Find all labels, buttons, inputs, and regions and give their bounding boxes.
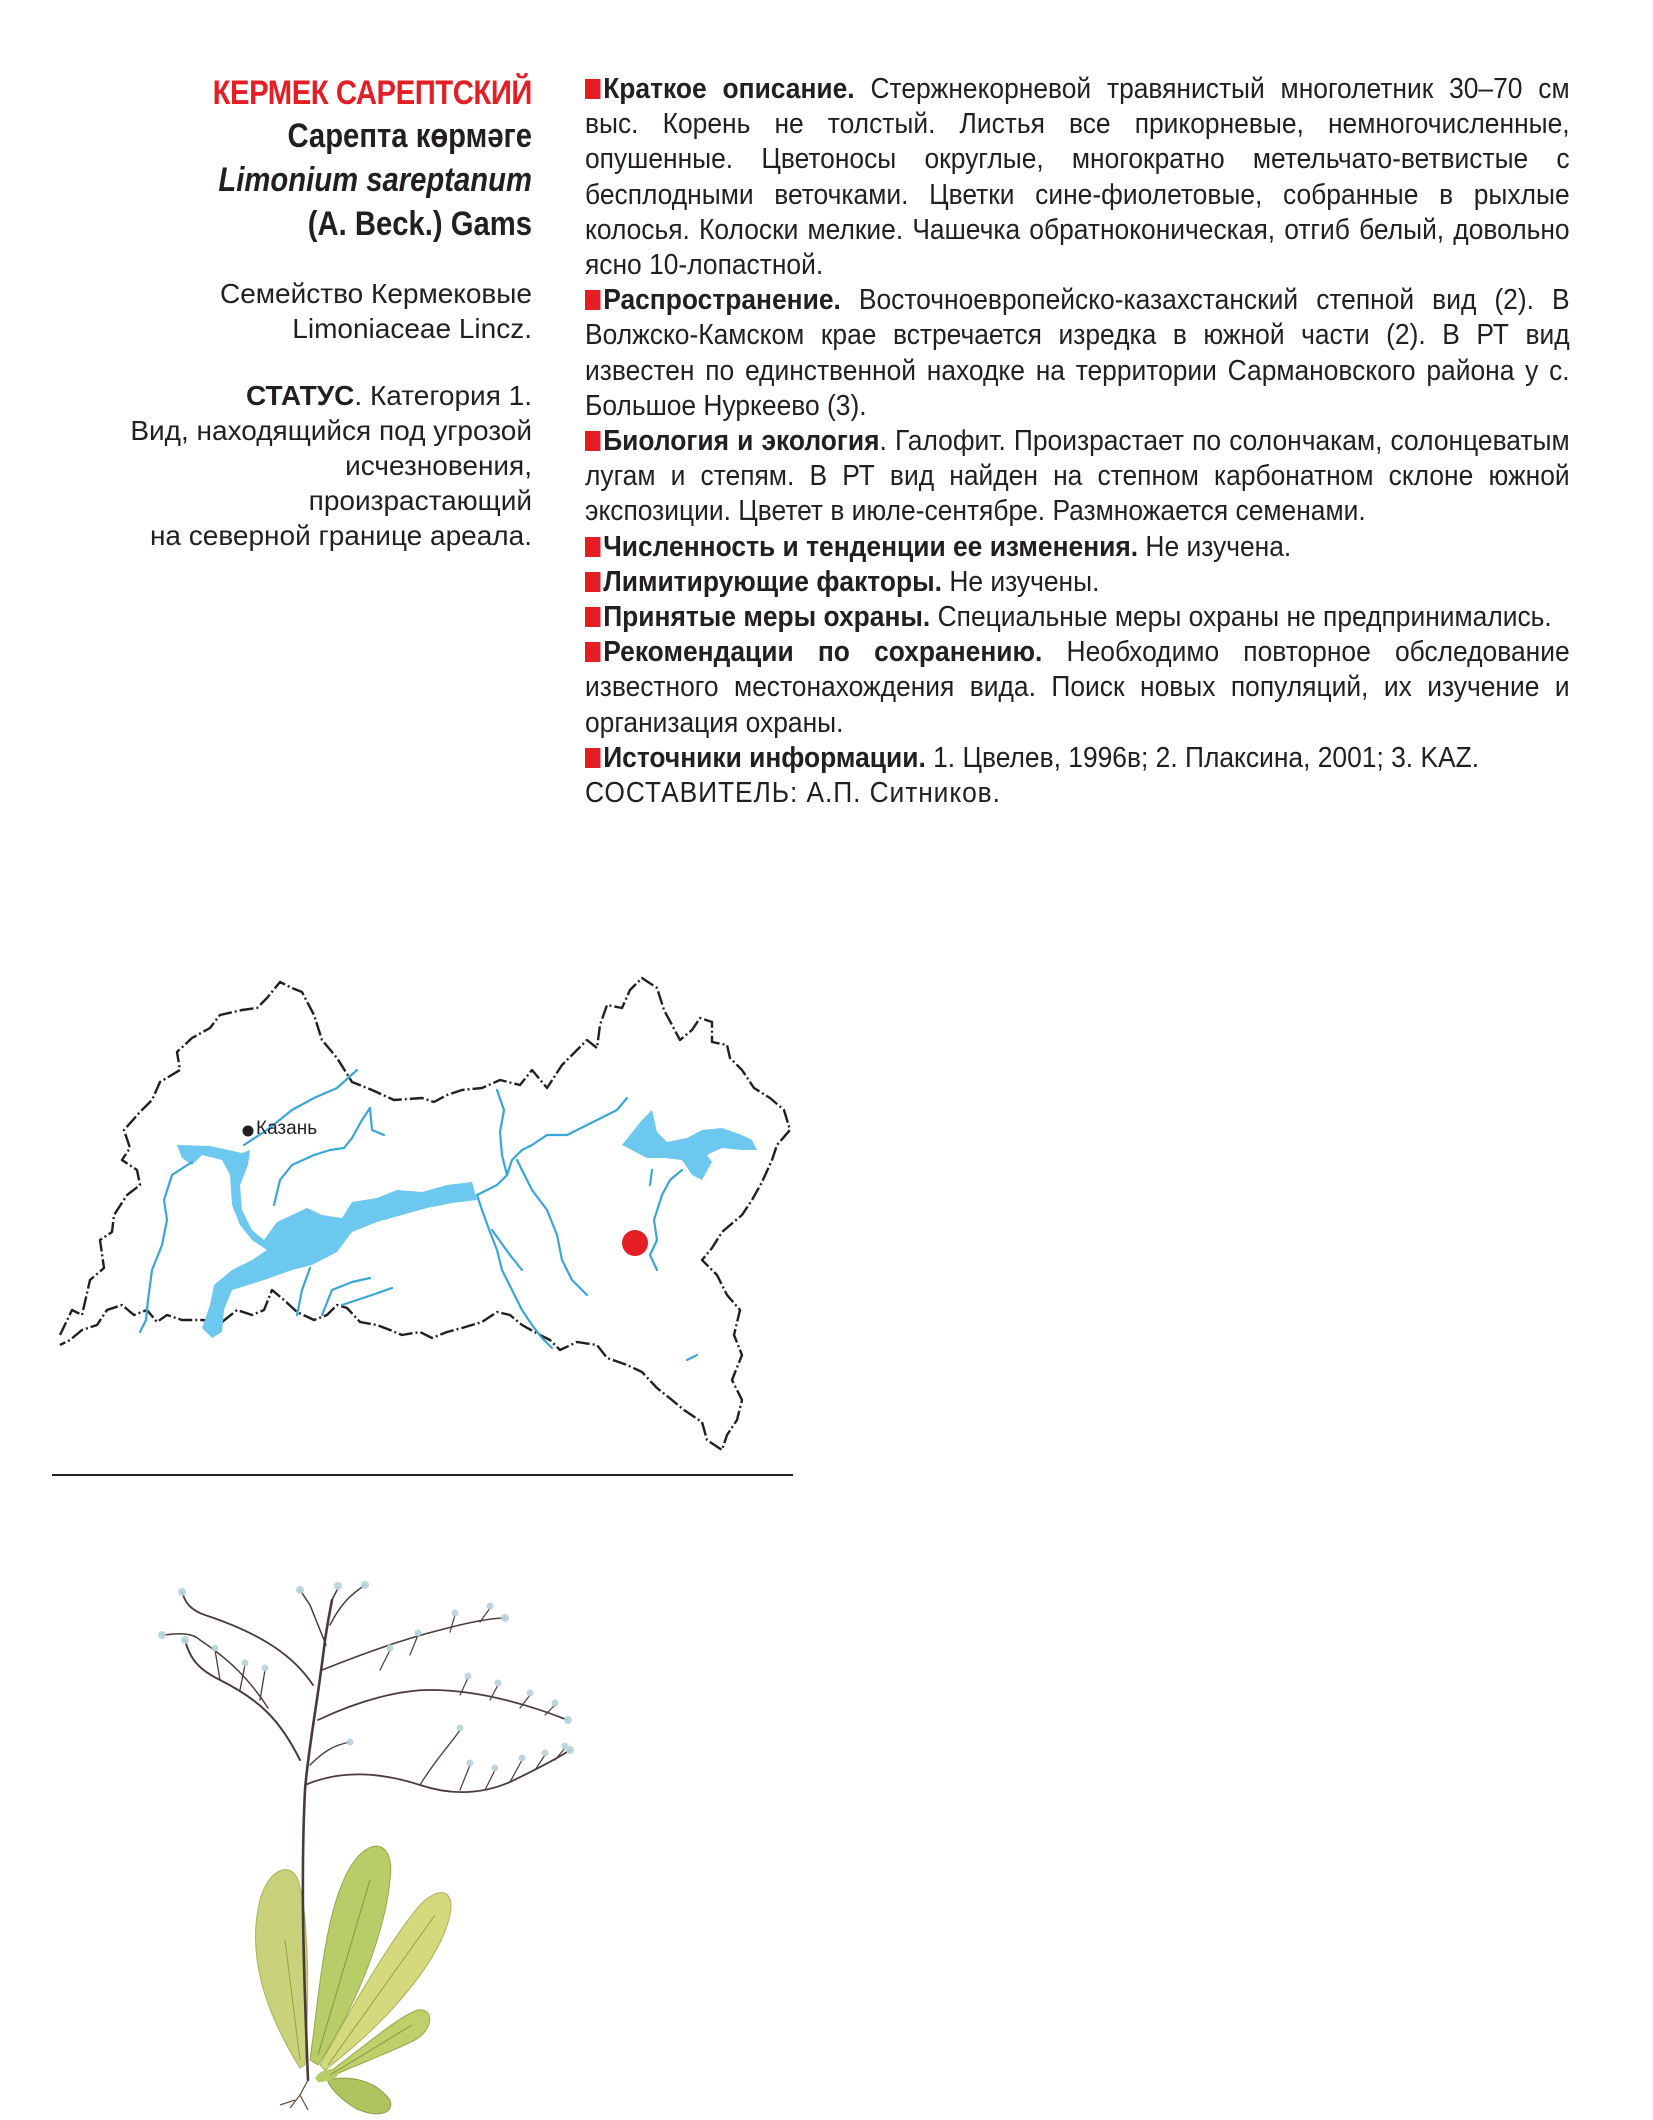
red-square-bullet-icon — [585, 642, 600, 662]
section-heading: Рекомендации по сохранению. — [603, 636, 1043, 669]
region-border — [60, 978, 790, 1450]
status-text-line: Вид, находящийся под угрозой — [130, 415, 532, 446]
section-text: Необходимо повторное обследование известного местонахождения вида. Поиск новых популяций, их изучение и организация охраны. — [585, 636, 1570, 739]
section-text: Не изучена. — [1138, 530, 1292, 563]
species-tatar-name: Сарепта көрмәге — [287, 117, 532, 155]
plant-flowers — [158, 1581, 574, 1772]
section-heading: Биология и экология — [603, 425, 880, 458]
status-text-line: на северной границе ареала. — [149, 520, 532, 551]
family-latin: Limoniaceae Lincz. — [292, 313, 532, 344]
section-biology — [585, 424, 1570, 530]
family-russian: Семейство Кермековые — [220, 278, 532, 309]
species-russian-name: КЕРМЕК САРЕПТСКИЙ — [212, 74, 532, 112]
status-label: СТАТУС — [245, 380, 355, 411]
plant-illustration — [150, 1560, 600, 2120]
distribution-map — [52, 970, 812, 1470]
section-sources — [585, 741, 1570, 776]
status-text-line: произрастающий — [308, 485, 532, 516]
red-square-bullet-icon — [585, 607, 600, 627]
species-latin-name: Limonium sareptanum — [218, 161, 533, 199]
kama-reservoir — [622, 1110, 757, 1180]
family-block — [60, 276, 532, 346]
species-description — [585, 72, 1570, 811]
species-header — [60, 72, 532, 553]
section-text: Не изучены. — [941, 565, 1100, 598]
section-description — [585, 72, 1570, 283]
section-distribution — [585, 283, 1570, 424]
section-heading: Распространение. — [603, 284, 841, 317]
volga-reservoir — [177, 1145, 477, 1338]
section-recommendations — [585, 635, 1570, 741]
compiler-line — [585, 776, 1570, 811]
section-text: Специальные меры охраны не предпринимались. — [930, 601, 1552, 634]
section-protection-measures — [585, 600, 1570, 635]
red-square-bullet-icon — [585, 748, 600, 768]
plant-leaves — [256, 1846, 451, 2114]
compiler-label: СОСТАВИТЕЛЬ: — [585, 777, 799, 810]
red-square-bullet-icon — [585, 572, 600, 592]
compiler-name: А.П. Ситников. — [798, 777, 1001, 810]
section-limiting-factors — [585, 565, 1570, 600]
status-text-line: исчезновения, — [345, 450, 532, 481]
finding-location-marker — [622, 1230, 648, 1256]
section-heading: Краткое описание. — [603, 73, 855, 105]
status-line — [60, 378, 532, 413]
red-square-bullet-icon — [585, 79, 600, 99]
section-heading: Лимитирующие факторы. — [603, 565, 942, 598]
map-separator-line — [52, 1474, 793, 1476]
species-author: (A. Beck.) Gams — [307, 205, 532, 243]
status-block — [60, 378, 532, 553]
section-text: Стержнекорневой травянистый многолетник 30–70 см выс. Корень не толстый. Листья все прикорневые, немногочисленные, опушенные. Цветоносы округлые, многократно метельчато-ветвистые с бесплодными веточками. Цветки сине-фиолетовые, собранные в рыхлые колосья. Колоски мелкие. Чашечка обратноконическая, отгиб белый, довольно ясно 10-лопастной. — [585, 73, 1570, 282]
map-city-label: Казань — [256, 1118, 318, 1139]
section-abundance — [585, 530, 1570, 565]
status-category: . Категория 1. — [354, 380, 532, 411]
red-square-bullet-icon — [585, 431, 600, 451]
section-heading: Численность и тенденции ее изменения. — [603, 530, 1139, 563]
section-heading: Принятые меры охраны. — [603, 601, 931, 634]
section-text: 1. Цвелев, 1996в; 2. Плаксина, 2001; 3. KAZ. — [925, 741, 1480, 774]
plant-roots — [280, 2080, 308, 2110]
section-text: Восточноевропейско-казахстанский степной вид (2). В Волжско-Камском крае встречается изредка в южной части (2). В РТ вид известен по единственной находке на территории Сармановского района у с. Большое Нуркеево (3). — [585, 284, 1570, 422]
red-square-bullet-icon — [585, 290, 600, 310]
section-heading: Источники информации. — [603, 741, 926, 774]
kazan-city-marker — [243, 1126, 254, 1137]
section-text: . Галофит. Произрастает по солончакам, солонцеватым лугам и степям. В РТ вид найден на степном карбонатном склоне южной экспозиции. Цветет в июле-сентябре. Размножается семенами. — [585, 425, 1570, 528]
rivers — [140, 1070, 697, 1360]
red-square-bullet-icon — [585, 537, 600, 557]
